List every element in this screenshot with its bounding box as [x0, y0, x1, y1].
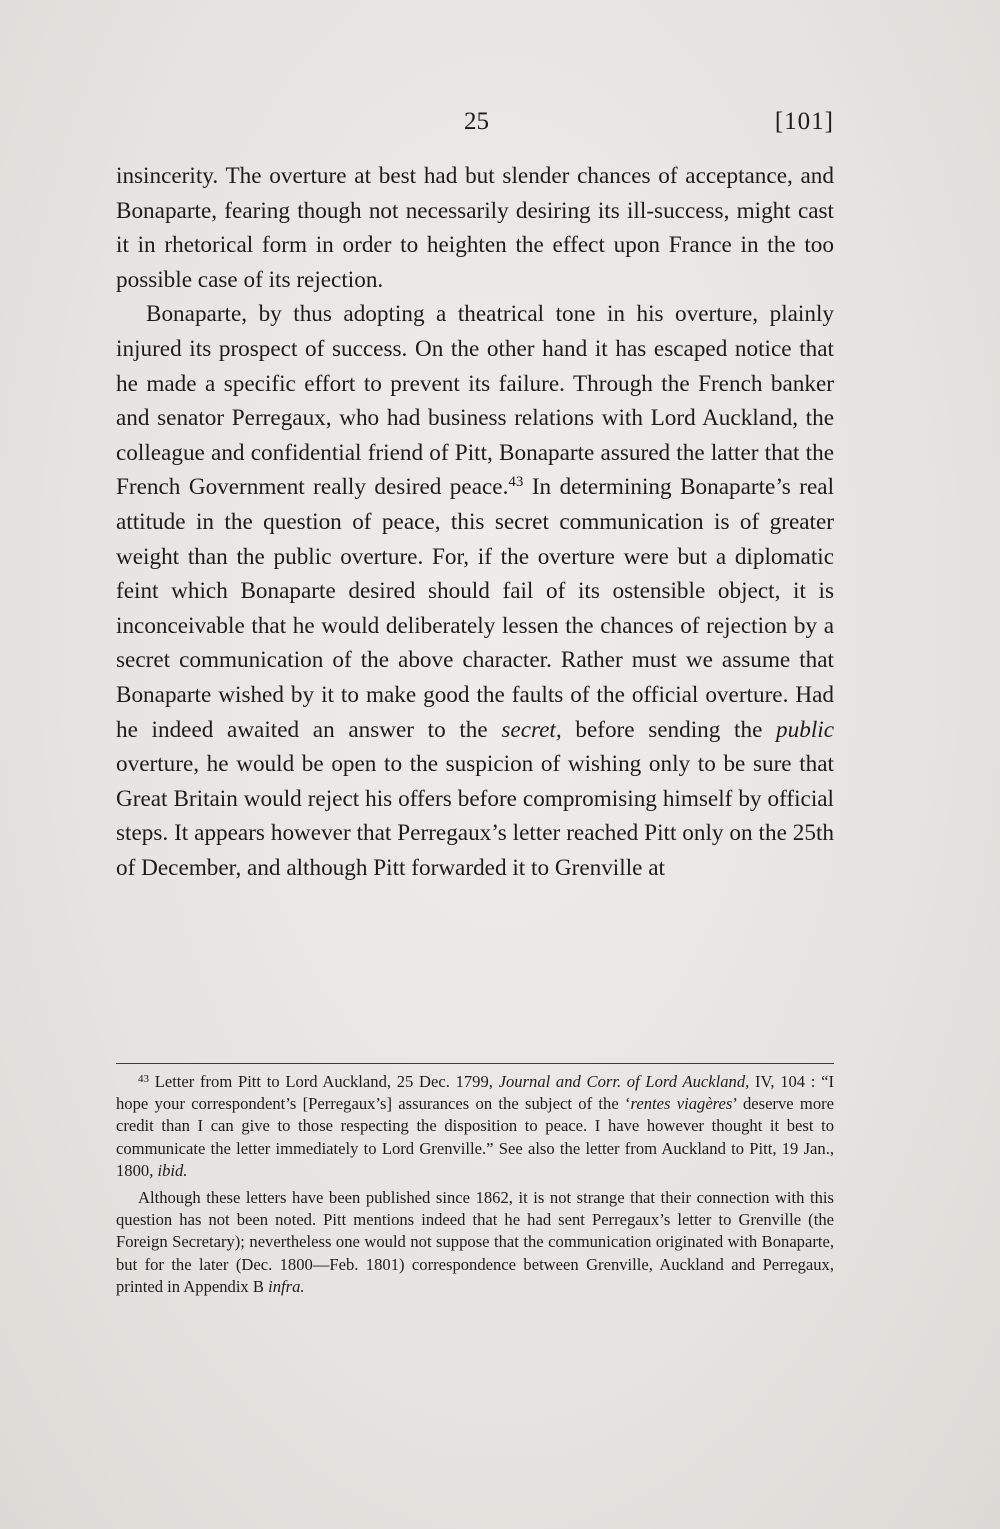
footnote-43-text-c: ’ deserve more credit than I can give to those respecting the disposition to peace. I have however thought it best to communicate the letter immediately to Lord Grenville.” See also the letter from Auckland to Pitt, 19 Jan., 1800,: [116, 1094, 835, 1180]
footnote-43-text-a: Letter from Pitt to Lord Auckland, 25 Dec. 1799,: [149, 1072, 499, 1091]
footnote-mark-43: 43: [138, 1073, 149, 1085]
footnote-reference-43[interactable]: 43: [508, 474, 524, 491]
footnote-43-citation: Journal and Corr. of Lord Auckland,: [498, 1072, 750, 1091]
footnote-43-infra: infra.: [268, 1276, 305, 1296]
paragraph-1-text: insincerity. The overture at best had but slender chances of acceptance, and Bonaparte, fearing though not necessarily desiring its ill-success, might cast it in rhetorical form in order to heighten the effect upon France in the too possible case of its rejection.: [116, 163, 834, 293]
paragraph-1: [116, 159, 834, 297]
body-text: [116, 159, 834, 885]
paragraph-2-text-d: overture, he would be open to the suspicion of wishing only to be sure that Great Britain would reject his offers before compromising himself by official steps. It appears however that Perregaux’s letter reached Pitt only on the 25th of December, and although Pitt forwarded it to Grenville at: [116, 751, 834, 881]
paragraph-2-text-c: before sending the: [561, 716, 777, 743]
page-number: 25: [464, 108, 489, 135]
paragraph-2-text-a: Bonaparte, by thus adopting a theatrical tone in his overture, plainly injured its prospect of success. On the other hand it has escaped notice that he made a specific effort to prevent its failure. Through the French banker and senator Perregaux, who had business relations with Lord Auckland, the colleague and confidential friend of Pitt, Bonaparte assured the latter that the French Government really desired peace.: [116, 301, 834, 501]
footnote-divider: [116, 1063, 834, 1064]
footnote-43-text-b: IV, 104 : “I hope your correspondent’s [Perregaux’s] assurances on the subject of the ‘: [116, 1072, 834, 1114]
footnote-43-continuation: [116, 1187, 834, 1298]
emphasis-public: public: [776, 716, 834, 743]
footnote-43-continuation-text: Although these letters have been published since 1862, it is not strange that their connection with this question has not been noted. Pitt mentions indeed that he had sent Perregaux’s letter to Grenville (the Foreign Secretary); nevertheless one would not suppose that the communication originated with Bonaparte, but for the later (Dec. 1800—Feb. 1801) correspondence between Grenville, Auckland and Perregaux, printed in Appendix B: [116, 1188, 834, 1296]
footnote-43: [116, 1071, 834, 1182]
emphasis-secret: secret,: [501, 716, 562, 743]
page-header: [116, 108, 834, 148]
section-number: [101]: [774, 108, 834, 135]
footnote-43-ibid: ibid.: [157, 1160, 188, 1180]
footnotes: [116, 1071, 834, 1303]
paragraph-2-text-b: In determining Bonaparte’s real attitude in the question of peace, this secret communication is of greater weight than the public overture. For, if the overture were but a diplomatic feint which Bonaparte desired should fail of its ostensible object, it is inconceivable that he would deliberately lessen the chances of rejection by a secret communication of the above character. Rather must we assume that Bonaparte wished by it to make good the faults of the official overture. Had he indeed awaited an answer to the: [116, 474, 835, 743]
footnote-43-rentes-viageres: rentes viagères: [630, 1094, 733, 1114]
paragraph-2: [116, 297, 834, 885]
